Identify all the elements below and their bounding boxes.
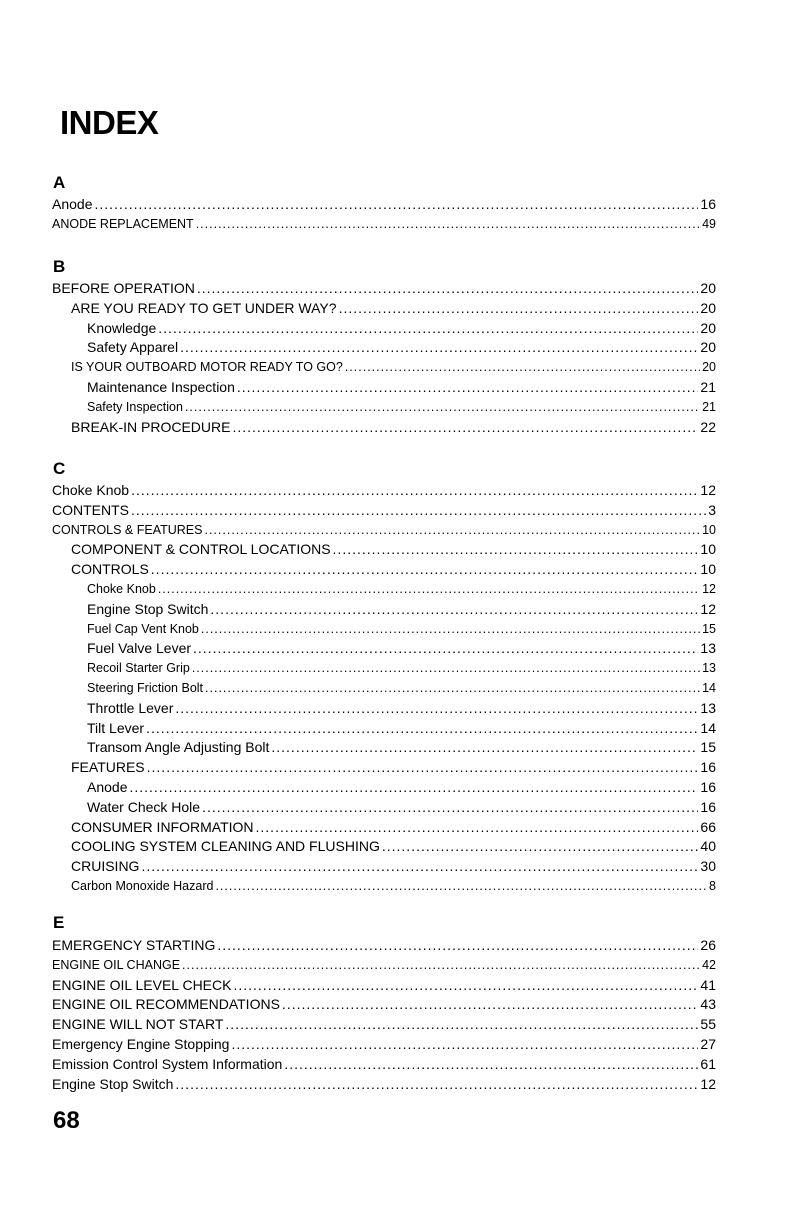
index-entry: ENGINE OIL CHANGE ..... 42 (52, 956, 716, 976)
index-entry: CONTENTS ..... 3 (52, 501, 716, 521)
index-entry: ENGINE OIL LEVEL CHECK ..... 41 (52, 976, 716, 996)
page-number: 68 (53, 1107, 80, 1134)
index-entry: Fuel Valve Lever ..... 13 (52, 639, 716, 659)
index-entry: ANODE REPLACEMENT ..... 49 (52, 215, 716, 235)
index-entry: CRUISING ..... 30 (52, 857, 716, 877)
index-entry: COOLING SYSTEM CLEANING AND FLUSHING ..... 40 (52, 837, 716, 857)
index-entry: Emission Control System Information ..... 61 (52, 1055, 716, 1075)
page-title: INDEX (60, 104, 159, 141)
index-list-b (52, 279, 716, 437)
index-entry: Engine Stop Switch ..... 12 (52, 1075, 716, 1095)
index-entry: Steering Friction Bolt ..... 14 (52, 679, 716, 699)
index-entry: EMERGENCY STARTING ..... 26 (52, 936, 716, 956)
index-list-e (52, 936, 716, 1094)
section-letter-a: A (53, 173, 66, 192)
index-entry: IS YOUR OUTBOARD MOTOR READY TO GO? ..... 20 (52, 358, 716, 378)
index-entry: CONTROLS & FEATURES ..... 10 (52, 521, 716, 541)
index-entry: Choke Knob ..... 12 (52, 481, 716, 501)
index-entry: Engine Stop Switch ..... 12 (52, 600, 716, 620)
index-entry: Anode ..... 16 (52, 195, 716, 215)
index-entry: Emergency Engine Stopping ..... 27 (52, 1035, 716, 1055)
index-entry: ARE YOU READY TO GET UNDER WAY? ..... 20 (52, 299, 716, 319)
index-list-c (52, 481, 716, 897)
index-list-a (52, 195, 716, 235)
section-letter-b: B (53, 257, 66, 276)
index-entry: ENGINE WILL NOT START ..... 55 (52, 1015, 716, 1035)
index-entry: Safety Apparel ..... 20 (52, 338, 716, 358)
index-entry: ENGINE OIL RECOMMENDATIONS ..... 43 (52, 995, 716, 1015)
section-letter-e: E (53, 913, 65, 932)
index-entry: BEFORE OPERATION ..... 20 (52, 279, 716, 299)
index-entry: Choke Knob ..... 12 (52, 580, 716, 600)
index-entry: Tilt Lever ..... 14 (52, 719, 716, 739)
index-entry: Recoil Starter Grip ..... 13 (52, 659, 716, 679)
index-entry: Knowledge ..... 20 (52, 319, 716, 339)
index-entry: Maintenance Inspection ..... 21 (52, 378, 716, 398)
index-entry: Throttle Lever ..... 13 (52, 699, 716, 719)
index-entry: Transom Angle Adjusting Bolt ..... 15 (52, 738, 716, 758)
index-entry: FEATURES ..... 16 (52, 758, 716, 778)
index-entry: Fuel Cap Vent Knob ..... 15 (52, 620, 716, 640)
section-letter-c: C (53, 459, 66, 478)
index-entry: Anode ..... 16 (52, 778, 716, 798)
index-entry: Water Check Hole ..... 16 (52, 798, 716, 818)
index-entry: CONSUMER INFORMATION ..... 66 (52, 818, 716, 838)
index-entry: Carbon Monoxide Hazard ..... 8 (52, 877, 716, 897)
index-entry: CONTROLS ..... 10 (52, 560, 716, 580)
index-entry: Safety Inspection ..... 21 (52, 398, 716, 418)
index-entry: COMPONENT & CONTROL LOCATIONS ..... 10 (52, 540, 716, 560)
index-entry: BREAK-IN PROCEDURE ..... 22 (52, 418, 716, 438)
